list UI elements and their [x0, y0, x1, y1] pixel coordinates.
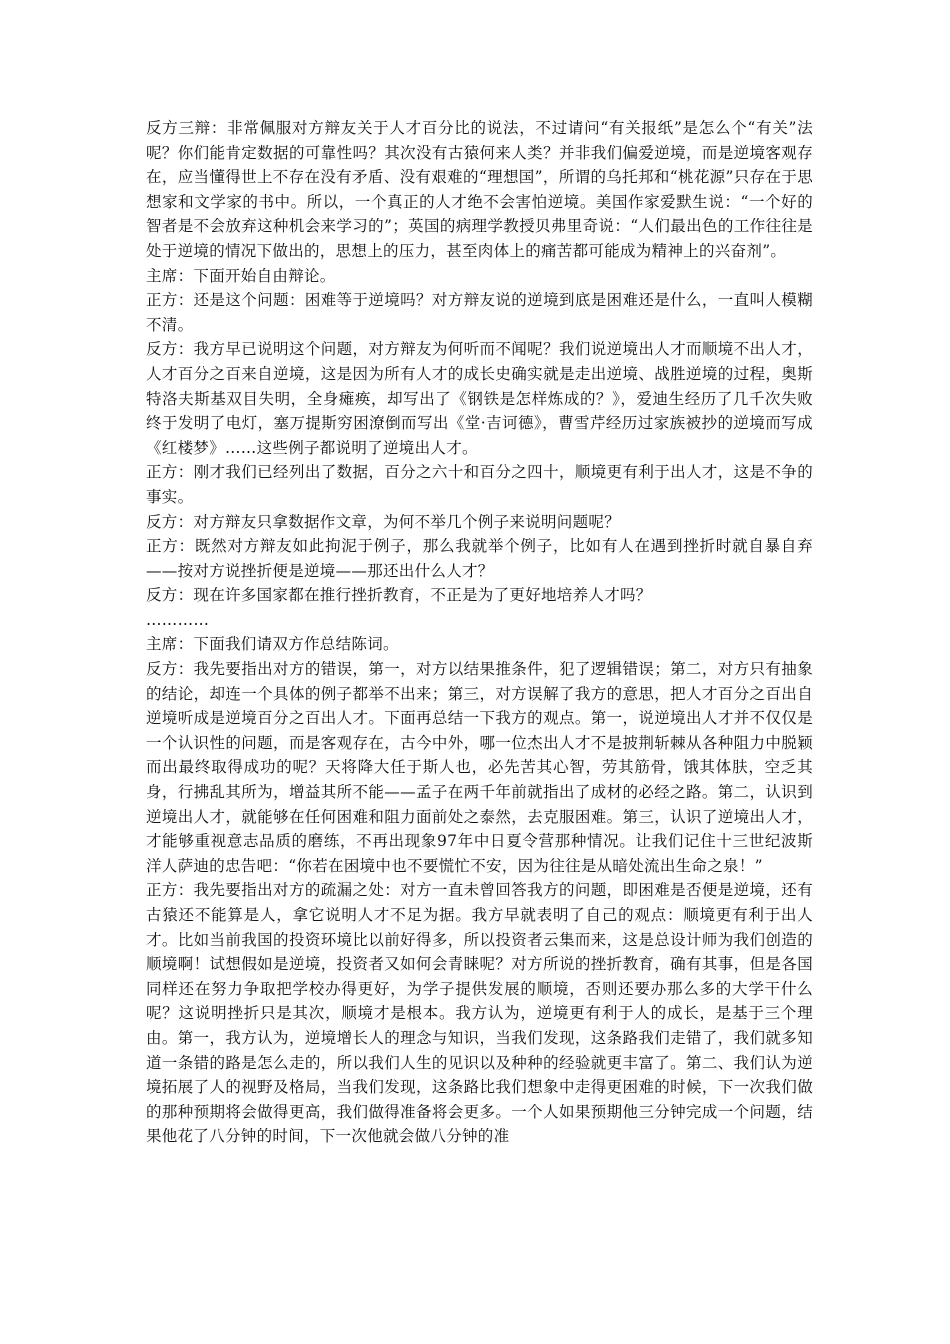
paragraph-fanfang-examples: 反方：对方辩友只拿数据作文章，为何不举几个例子来说明问题呢？	[146, 512, 621, 531]
paragraph-fanfang-reply: 反方：我方早已说明这个问题，对方辩友为何听而不闻呢？我们说逆境出人才而顺境不出人才，人才百分之百来自逆境，这是因为所有人才的成长史确实就是走出逆境、战胜逆境的过程，奥斯特洛夫斯基双目失明，全身瘫痪，却写出了《钢铁是怎样炼成的？》，爱迪生经历了几千次失败终于发明了电灯，塞万提斯穷困潦倒而写出《堂·吉诃德》，曹雪芹经历过家族被抄的逆境而写成《红楼梦》……这些例子都说明了逆境出人才。	[146, 340, 813, 457]
paragraph-fanfang-third-debater: 反方三辩：非常佩服对方辩友关于人才百分比的说法，不过请问“有关报纸”是怎么个“有关”法呢？你们能肯定数据的可靠性吗？其次没有古猿何来人类？并非我们偏爱逆境，而是逆境客观存在，应当懂得世上不存在没有矛盾、没有艰难的“理想国”，所谓的乌托邦和“桃花源”只存在于思想家和文学家的书中。所以，一个真正的人才绝不会害怕逆境。美国作家爱默生说：“一个好的智者是不会放弃这种机会来学习的”；英国的病理学教授贝弗里奇说：“人们最出色的工作往往是处于逆境的情况下做出的，思想上的压力，甚至肉体上的痛苦都可能成为精神上的兴奋剂”。	[146, 119, 813, 260]
paragraph-zhengfang-summary: 正方：我先要指出对方的疏漏之处：对方一直未曾回答我方的问题，即困难是否便是逆境，还有古猿还不能算是人，拿它说明人才不足为据。我方早就表明了自己的观点：顺境更有利于出人才。比如当前我国的投资环境比以前好得多，所以投资者云集而来，这是总设计师为我们创造的顺境啊！试想假如是逆境，投资者又如何会青睐呢？对方所说的挫折教育，确有其事，但是各国同样还在努力争取把学校办得更好，为学子提供发展的顺境，否则还要办那么多的大学干什么呢？这说明挫折只是其次，顺境才是根本。我方认为，逆境更有利于人的成长，是基于三个理由。第一，我方认为，逆境增长人的理念与知识，当我们发现，这条路我们走错了，我们就多知道一条错的路是怎么走的，所以我们人生的见识以及种种的经验就更丰富了。第二、我们认为逆境拓展了人的视野及格局，当我们发现，这条路比我们想象中走得更困难的时候，下一次我们做的那种预期将会做得更高，我们做得准备将会更多。一个人如果预期他三分钟完成一个问题，结果他花了八分钟的时间，下一次他就会做八分钟的准	[146, 881, 813, 1146]
document-body	[146, 116, 813, 1149]
paragraph-zhengfang-data: 正方：刚才我们已经列出了数据，百分之六十和百分之四十，顺境更有利于出人才，这是不争的事实。	[146, 463, 813, 506]
paragraph-fanfang-education: 反方：现在许多国家都在推行挫折教育，不正是为了更好地培养人才吗？	[146, 586, 652, 605]
paragraph-zhengfang-question: 正方：还是这个问题：困难等于逆境吗？对方辩友说的逆境到底是困难还是什么，一直叫人模糊不清。	[146, 291, 813, 334]
paragraph-chair-free-debate: 主席：下面开始自由辩论。	[146, 266, 336, 285]
paragraph-zhengfang-example: 正方：既然对方辩友如此拘泥于例子，那么我就举个例子，比如有人在遇到挫折时就自暴自弃——按对方说挫折便是逆境——那还出什么人才？	[146, 537, 813, 580]
paragraph-fanfang-summary: 反方：我先要指出对方的错误，第一，对方以结果推条件，犯了逻辑错误；第二，对方只有抽象的结论，却连一个具体的例子都举不出来；第三，对方误解了我方的意思，把人才百分之百出自逆境听成是逆境百分之百出人才。下面再总结一下我方的观点。第一，说逆境出人才并不仅仅是一个认识性的问题，而是客观存在，古今中外，哪一位杰出人才不是披荆斩棘从各种阻力中脱颖而出最终取得成功的呢？天将降大任于斯人也，必先苦其心智，劳其筋骨，饿其体肤，空乏其身，行拂乱其所为，增益其所不能——孟子在两千年前就指出了成材的必经之路。第二，认识到逆境出人才，就能够在任何困难和阻力面前处之泰然，去克服困难。第三，认识了逆境出人才，才能够重视意志品质的磨练，不再出现象97年中日夏令营那种情况。让我们记住十三世纪波斯洋人萨迪的忠告吧：“你若在困境中也不要慌忙不安，因为往往是从暗处流出生命之泉！”	[146, 660, 813, 875]
paragraph-chair-summary: 主席：下面我们请双方作总结陈词。	[146, 635, 399, 654]
paragraph-ellipsis: …………	[146, 610, 210, 629]
